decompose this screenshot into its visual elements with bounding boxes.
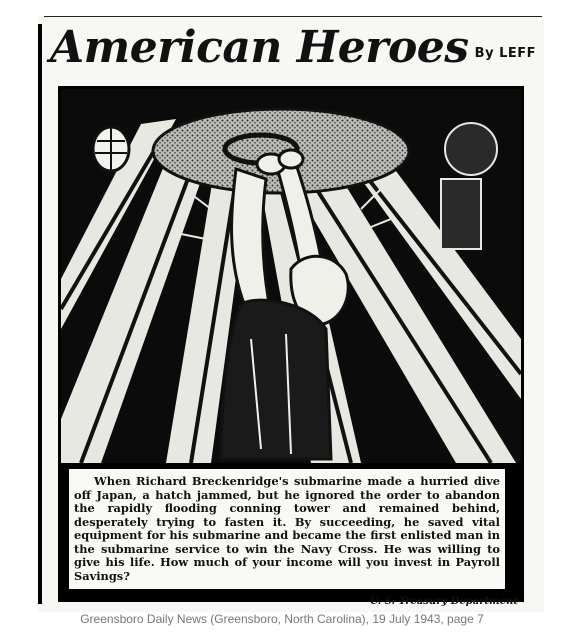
byline: By LEFF [474,46,536,61]
illustration-sailor-closing-hatch [61,89,521,463]
caption-text: When Richard Breckenridge's submarine made a hurried dive off Japan, a hatch jammed, but he ignored the order to abandon the rapidly flooding conning tower and remained behind, desperately trying to fasten it. By succeeding, he saved vital equipment for his submarine and became the first enlisted man in the submarine service to win the Navy Cross. He was willing to give his life. How much of your income will you invest in Payroll Savings? [74,474,500,583]
top-rule [44,16,542,17]
comic-title: American Heroes [50,22,469,73]
credit-line: U. S. Treasury Department [369,596,518,607]
left-edge-rule [38,24,42,604]
comic-panel [58,86,524,602]
source-caption: Greensboro Daily News (Greensboro, North Carolina), 19 July 1943, page 7 [80,612,484,626]
caption-box [67,467,507,591]
newspaper-clipping [38,16,544,612]
